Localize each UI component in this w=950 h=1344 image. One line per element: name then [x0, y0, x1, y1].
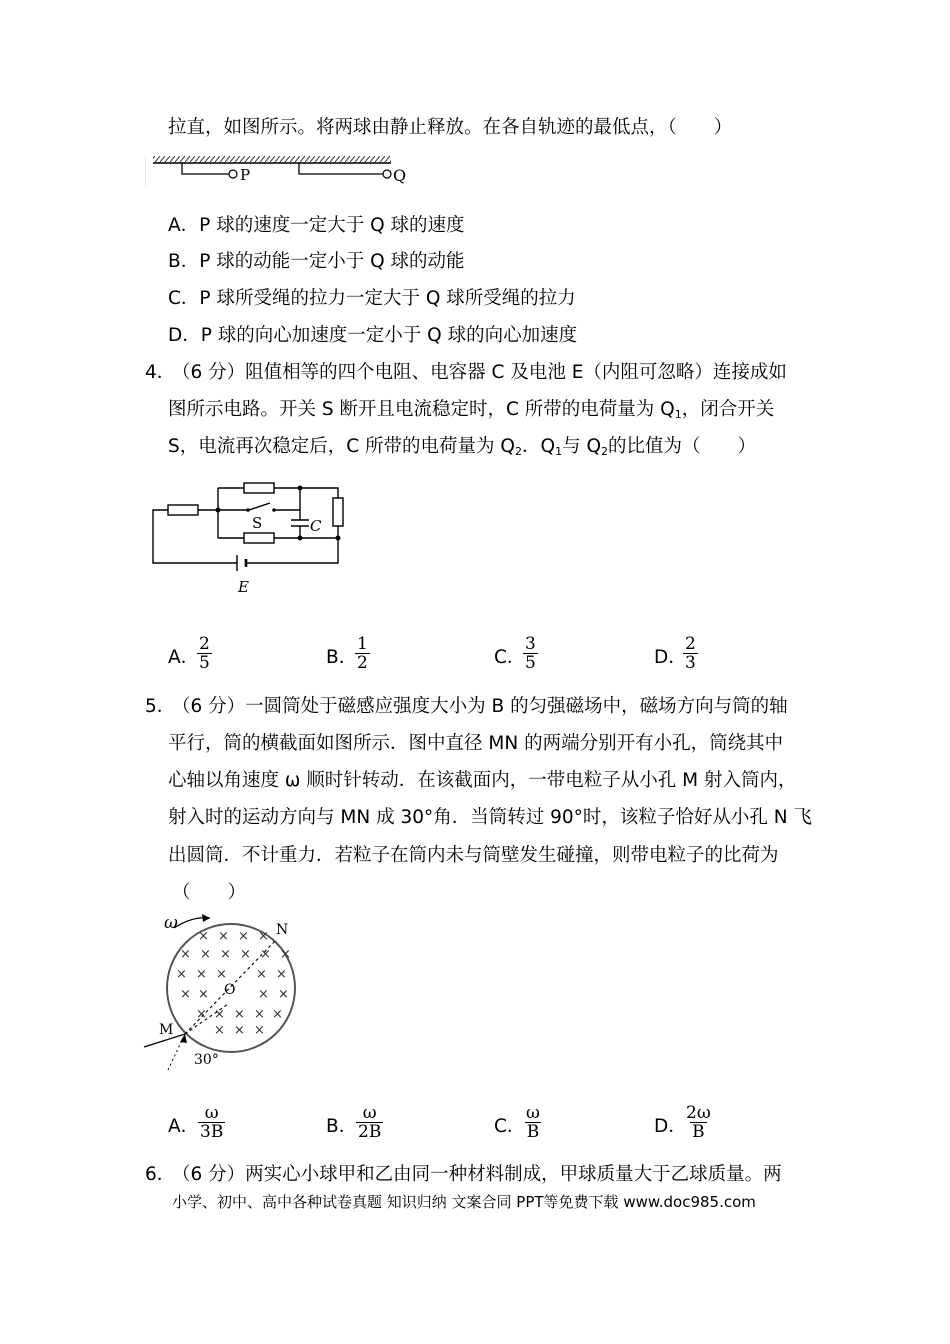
q4-number: 4． [145, 362, 176, 383]
ball-q [383, 170, 391, 178]
q4-answer-b-fraction: $\frac{1}{2}$ [357, 634, 368, 673]
field-cross-mark: × [238, 929, 249, 944]
field-cross-mark: × [278, 987, 289, 1002]
field-cross-mark: × [198, 929, 209, 944]
string-p [182, 163, 229, 174]
field-cross-mark: × [258, 987, 269, 1002]
q5-answer-d-fraction: $\frac{2\omega}{B}$ [686, 1103, 711, 1142]
page-footer: 小学、初中、高中各种试卷真题 知识归纳 文案合同 PPT等免费下载 www.doc985.com [172, 1193, 756, 1211]
label-omega: ω [164, 913, 178, 933]
field-cross-mark: × [220, 947, 231, 962]
q5-answer-b-fraction: $\frac{\omega}{2B}$ [358, 1103, 382, 1142]
field-cross-mark: × [260, 947, 271, 962]
junction-dot [298, 486, 303, 491]
field-cross-mark: × [276, 967, 287, 982]
q4-answer-b-letter: B． [326, 647, 358, 668]
q4-answer-a-fraction: $\frac{2}{5}$ [199, 634, 210, 673]
label-c: C [310, 517, 322, 535]
field-cross-mark: × [176, 967, 187, 982]
resistor-top [244, 483, 274, 493]
label-p: P [240, 166, 251, 184]
label-q: Q [393, 166, 407, 185]
field-cross-mark: × [200, 947, 211, 962]
q3-option-b: B．P 球的动能一定小于 Q 球的动能 [168, 251, 465, 272]
switch-blade [249, 503, 270, 510]
rotation-arrowhead [202, 914, 210, 922]
field-cross-mark: × [240, 947, 251, 962]
q4-line3: S，电流再次稳定后，C 所带的电荷量为 Q2．Q1与 Q2的比值为（ ） [168, 436, 757, 458]
string-q [299, 163, 383, 174]
q3-stem-tail: 拉直，如图所示。将两球由静止释放。在各自轨迹的最低点，（ ） [168, 117, 733, 138]
resistor-right [333, 498, 343, 526]
q3-pendulum-figure [145, 150, 425, 190]
q3-option-d: D．P 球的向心加速度一定小于 Q 球的向心加速度 [168, 325, 578, 346]
resistor-left [168, 505, 198, 515]
field-cross-mark: × [180, 947, 191, 962]
field-cross-mark: × [258, 929, 269, 944]
q4-circuit-figure [148, 470, 358, 600]
label-s: S [252, 514, 263, 532]
field-cross-mark: × [196, 967, 207, 982]
q6-line1: （6 分）两实心小球甲和乙由同一种材料制成，甲球质量大于乙球质量。两 [172, 1164, 782, 1185]
field-cross-mark: × [234, 1023, 245, 1038]
q5-answer-c-letter: C． [494, 1116, 526, 1137]
q6-number: 6． [145, 1164, 176, 1185]
label-angle: 30° [194, 1052, 219, 1068]
field-cross-mark: × [218, 929, 229, 944]
q5-answer-a-letter: A． [168, 1116, 200, 1137]
field-cross-mark: × [234, 1007, 245, 1022]
junction-dot [298, 536, 303, 541]
field-cross-mark: × [198, 987, 209, 1002]
ball-p [229, 170, 237, 178]
q5-line4: 射入时的运动方向与 MN 成 30°角．当筒转过 90°时，该粒子恰好从小孔 N 飞 [168, 807, 813, 828]
label-o: O [224, 982, 236, 998]
label-n: N [276, 922, 289, 938]
q5-answer-b-letter: B． [326, 1116, 358, 1137]
q5-line1: （6 分）一圆筒处于磁感应强度大小为 B 的匀强磁场中，磁场方向与筒的轴 [172, 696, 788, 717]
q5-line6: （ ） [172, 882, 247, 903]
q4-answer-a-letter: A． [168, 647, 200, 668]
q5-number: 5． [145, 696, 176, 717]
q4-line2: 图所示电路。开关 S 断开且电流稳定时，C 所带的电荷量为 Q1，闭合开关 [168, 399, 775, 421]
resistor-bottom [244, 533, 274, 543]
q5-cylinder-figure [140, 910, 310, 1075]
field-cross-mark: × [254, 1007, 265, 1022]
q4-answer-c-fraction: $\frac{3}{5}$ [525, 634, 536, 673]
q5-line3: 心轴以角速度 ω 顺时针转动．在该截面内，一带电粒子从小孔 M 射入筒内， [168, 770, 797, 791]
q5-answer-c-fraction: $\frac{\omega}{B}$ [526, 1103, 540, 1142]
label-m: M [159, 1022, 174, 1038]
q4-answer-c-letter: C． [494, 647, 526, 668]
junction-dot [336, 536, 341, 541]
field-cross-mark: × [272, 1007, 283, 1022]
q3-option-a: A．P 球的速度一定大于 Q 球的速度 [168, 215, 465, 236]
junction-dot [216, 508, 221, 513]
q3-option-c: C．P 球所受绳的拉力一定大于 Q 球所受绳的拉力 [168, 288, 576, 309]
field-cross-mark: × [216, 967, 227, 982]
q4-answer-d-fraction: $\frac{2}{3}$ [685, 634, 696, 673]
field-cross-mark: × [256, 967, 267, 982]
q5-line5: 出圆筒．不计重力．若粒子在筒内未与筒壁发生碰撞，则带电粒子的比荷为 [168, 845, 779, 866]
field-cross-mark: × [254, 1023, 265, 1038]
switch-contact [272, 508, 276, 512]
q4-answer-d-letter: D． [654, 647, 687, 668]
q5-answer-a-fraction: $\frac{\omega}{3B}$ [200, 1103, 224, 1142]
ceiling-hatch [153, 156, 391, 163]
switch-contact [246, 508, 250, 512]
field-cross-mark: × [180, 987, 191, 1002]
q4-line1: （6 分）阻值相等的四个电阻、电容器 C 及电池 E（内阻可忽略）连接成如 [172, 362, 787, 383]
field-cross-mark: × [280, 947, 291, 962]
q5-line2: 平行，筒的横截面如图所示．图中直径 MN 的两端分别开有小孔，筒绕其中 [168, 733, 784, 754]
field-cross-mark: × [214, 1007, 225, 1022]
label-e: E [238, 578, 249, 596]
field-cross-mark: × [196, 1007, 207, 1022]
field-cross-mark: × [214, 1023, 225, 1038]
outer-left-wire [153, 510, 237, 563]
q5-answer-d-letter: D． [654, 1116, 687, 1137]
